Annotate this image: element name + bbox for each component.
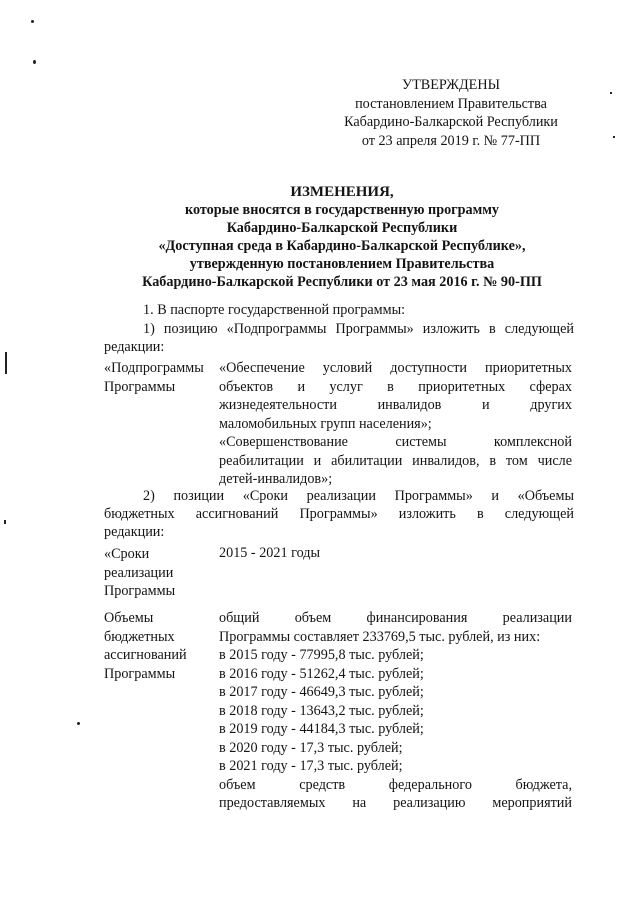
approval-line: УТВЕРЖДЕНЫ <box>402 77 500 93</box>
value-line: «Обеспечение условий доступности приоритетных <box>219 360 572 376</box>
item-1-2-line: бюджетных ассигнований Программы» изложить в следующей <box>104 506 574 522</box>
label-line: Программы <box>104 378 176 395</box>
value-line: объем средств федерального бюджета, <box>219 776 572 793</box>
value-line: Программы составляет 233769,5 тыс. рублей, из них: <box>219 628 541 645</box>
title-line: Кабардино-Балкарской Республики <box>226 220 458 236</box>
item-1-1-line: 1) позицию «Подпрограммы Программы» изложить в следующей <box>143 321 574 337</box>
value-line: в 2020 году - 17,3 тыс. рублей; <box>219 739 403 756</box>
value-line: в 2016 году - 51262,4 тыс. рублей; <box>219 665 424 682</box>
title-line: утвержденную постановлением Правительства <box>189 256 495 272</box>
item-1-2-line: 2) позиции «Сроки реализации Программы» и «Объемы <box>143 488 574 504</box>
value-line: предоставляемых на реализацию мероприятий <box>219 795 572 811</box>
funding-label <box>104 609 214 683</box>
scan-speck <box>77 722 80 725</box>
title-heading: ИЗМЕНЕНИЯ, <box>290 184 394 200</box>
funding-value <box>219 609 572 813</box>
scan-speck <box>613 136 615 138</box>
value-line: в 2018 году - 13643,2 тыс. рублей; <box>219 702 424 719</box>
subprograms-label <box>104 359 214 396</box>
label-line: бюджетных <box>104 628 175 645</box>
title-line: Кабардино-Балкарской Республики от 23 мая 2016 г. № 90-ПП <box>142 274 542 290</box>
approval-line: от 23 апреля 2019 г. № 77-ПП <box>361 132 541 149</box>
item-1-2-line: редакции: <box>104 524 165 540</box>
value-line: маломобильных групп населения»; <box>219 415 432 432</box>
approval-line: постановлением Правительства <box>355 95 547 112</box>
label-line: реализации <box>104 564 174 581</box>
value-line: объектов и услуг в приоритетных сферах <box>219 378 572 395</box>
scan-speck <box>33 60 36 64</box>
document-title <box>95 183 589 291</box>
subprograms-value <box>219 359 572 489</box>
label-line: Программы <box>104 583 176 599</box>
item-1-1-line: редакции: <box>104 339 165 355</box>
label-line: Объемы <box>104 610 154 626</box>
margin-bar <box>5 352 7 374</box>
title-line: «Доступная среда в Кабардино-Балкарской Республике», <box>158 238 526 254</box>
terms-value: 2015 - 2021 годы <box>219 545 321 561</box>
approval-stamp <box>320 76 582 150</box>
label-line: Программы <box>104 665 176 682</box>
label-line: «Сроки <box>104 546 150 562</box>
value-line: «Совершенствование системы комплексной <box>219 434 572 450</box>
title-line: которые вносятся в государственную программу <box>184 202 500 218</box>
scan-speck <box>610 92 612 94</box>
value-line: в 2021 году - 17,3 тыс. рублей; <box>219 758 403 774</box>
value-line: жизнедеятельности инвалидов и других <box>219 397 572 413</box>
item-1: 1. В паспорте государственной программы: <box>143 302 406 318</box>
value-line: в 2017 году - 46649,3 тыс. рублей; <box>219 684 424 700</box>
value-line: в 2019 году - 44184,3 тыс. рублей; <box>219 721 424 737</box>
terms-label <box>104 545 214 601</box>
value-line: в 2015 году - 77995,8 тыс. рублей; <box>219 647 424 663</box>
label-line: ассигнований <box>104 647 187 663</box>
label-line: «Подпрограммы <box>104 360 204 376</box>
scan-speck <box>31 20 34 23</box>
value-line: реабилитации и абилитации инвалидов, в том числе <box>219 452 572 469</box>
approval-line: Кабардино-Балкарской Республики <box>344 114 558 130</box>
value-line: общий объем финансирования реализации <box>219 610 572 626</box>
scan-speck <box>4 520 6 524</box>
value-line: детей-инвалидов»; <box>219 471 333 487</box>
